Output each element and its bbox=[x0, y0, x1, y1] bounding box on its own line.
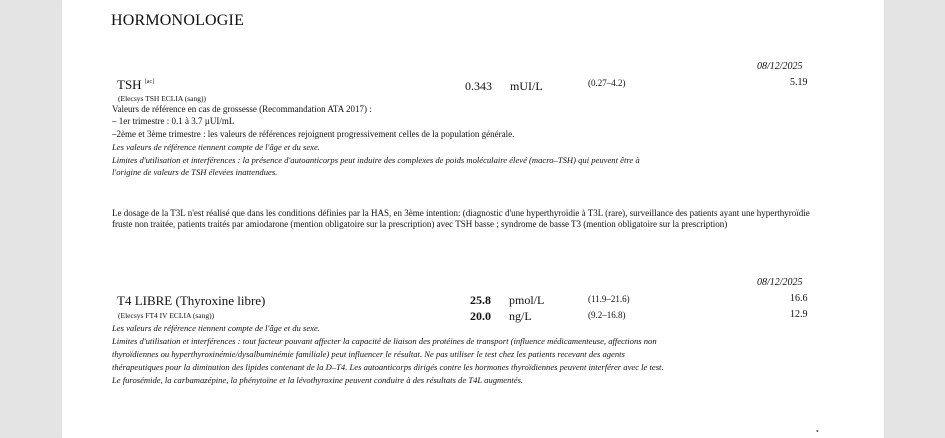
tsh-previous-date: 08/12/2025 bbox=[757, 61, 803, 72]
t4-unit-pmol: pmol/L bbox=[509, 293, 545, 307]
t4-unit-ng: ng/L bbox=[509, 309, 532, 323]
t4-value-pmol: 25.8 bbox=[470, 293, 491, 307]
section-title: HORMONOLOGIE bbox=[111, 12, 245, 29]
corner-mark: • bbox=[816, 427, 819, 436]
tsh-italic-note: l'origine de valeurs de TSH élevées inattendues. bbox=[112, 167, 278, 177]
tsh-previous-value: 5.19 bbox=[790, 77, 808, 88]
tsh-reference-range: (0.27–4.2) bbox=[588, 78, 626, 88]
tsh-method: (Elecsys TSH ECLIA (sang)) bbox=[118, 94, 206, 103]
tsh-name-text: TSH bbox=[117, 77, 142, 92]
tsh-test-name bbox=[117, 78, 154, 91]
t4-italic-note: thérapeutiques pour la diminution des lipides contenant de la D–T4. Les autoanticorps dirigés contre les hormones thyroïdiennes peuvent interférer avec le test. bbox=[112, 362, 664, 372]
tsh-accreditation-tag: [ac] bbox=[144, 79, 155, 85]
tsh-italic-note: Limites d'utilisation et interférences : la présence d'autoanticorps peut induire des complexes de poids moléculaire élevé (macro–TSH) qui peuvent être à bbox=[112, 155, 640, 165]
t4-test-name: T4 LIBRE (Thyroxine libre) bbox=[117, 293, 266, 308]
t4-previous-pmol: 16.6 bbox=[790, 293, 808, 304]
report-page bbox=[62, 0, 884, 438]
t4-previous-ng: 12.9 bbox=[790, 309, 808, 320]
tsh-note-line: –2ème et 3ème trimestre : les valeurs de références rejoignent progressivement celles de la population générale. bbox=[112, 129, 515, 139]
t4-italic-note: Limites d'utilisation et interférences : tout facteur pouvant affecter la capacité de liaison des protéines de transport (influence médicamenteuse, affections non bbox=[112, 336, 657, 346]
t4-italic-note: thyroïdiennes ou hyperthyroxinémie/dysalbuminémie familiale) peut influencer le résultat. Ne pas utiliser le test chez les patients recevant des agents bbox=[112, 349, 625, 359]
t4-reference-ng: (9.2–16.8) bbox=[588, 310, 626, 320]
t4-italic-note: Les valeurs de référence tiennent compte de l'âge et du sexe. bbox=[112, 323, 320, 333]
tsh-note-line: – 1er trimestre : 0.1 à 3.7 µUI/mL bbox=[112, 116, 235, 126]
t4-method: (Elecsys FT4 IV ECLIA (sang)) bbox=[118, 311, 215, 320]
t4-italic-note: Le furosémide, la carbamazépine, la phénytoïne et la lévothyroxine peuvent conduire à des résultats de T4L augmentés. bbox=[112, 375, 524, 385]
t3-note-paragraph: Le dosage de la T3L n'est réalisé que dans les conditions définies par la HAS, en 3ème intention: (diagnostic d'une hyperthyroïdie à T3L (rare), surveillance des patients ayant une hyperthyroïdie fruste non traitée, patients traités par amiodarone (mention obligatoire sur la prescription) avec TSH basse ; syndrome de basse T3 (mention obligatoire sur la prescription) bbox=[112, 208, 810, 229]
tsh-unit: mUI/L bbox=[510, 79, 543, 93]
tsh-note-line: Valeurs de référence en cas de grossesse (Recommandation ATA 2017) : bbox=[112, 104, 372, 114]
tsh-value: 0.343 bbox=[465, 79, 492, 93]
tsh-italic-note: Les valeurs de référence tiennent compte de l'âge et du sexe. bbox=[112, 142, 320, 152]
t4-reference-pmol: (11.9–21.6) bbox=[588, 294, 630, 304]
t4-value-ng: 20.0 bbox=[470, 309, 491, 323]
t4-previous-date: 08/12/2025 bbox=[757, 277, 803, 288]
